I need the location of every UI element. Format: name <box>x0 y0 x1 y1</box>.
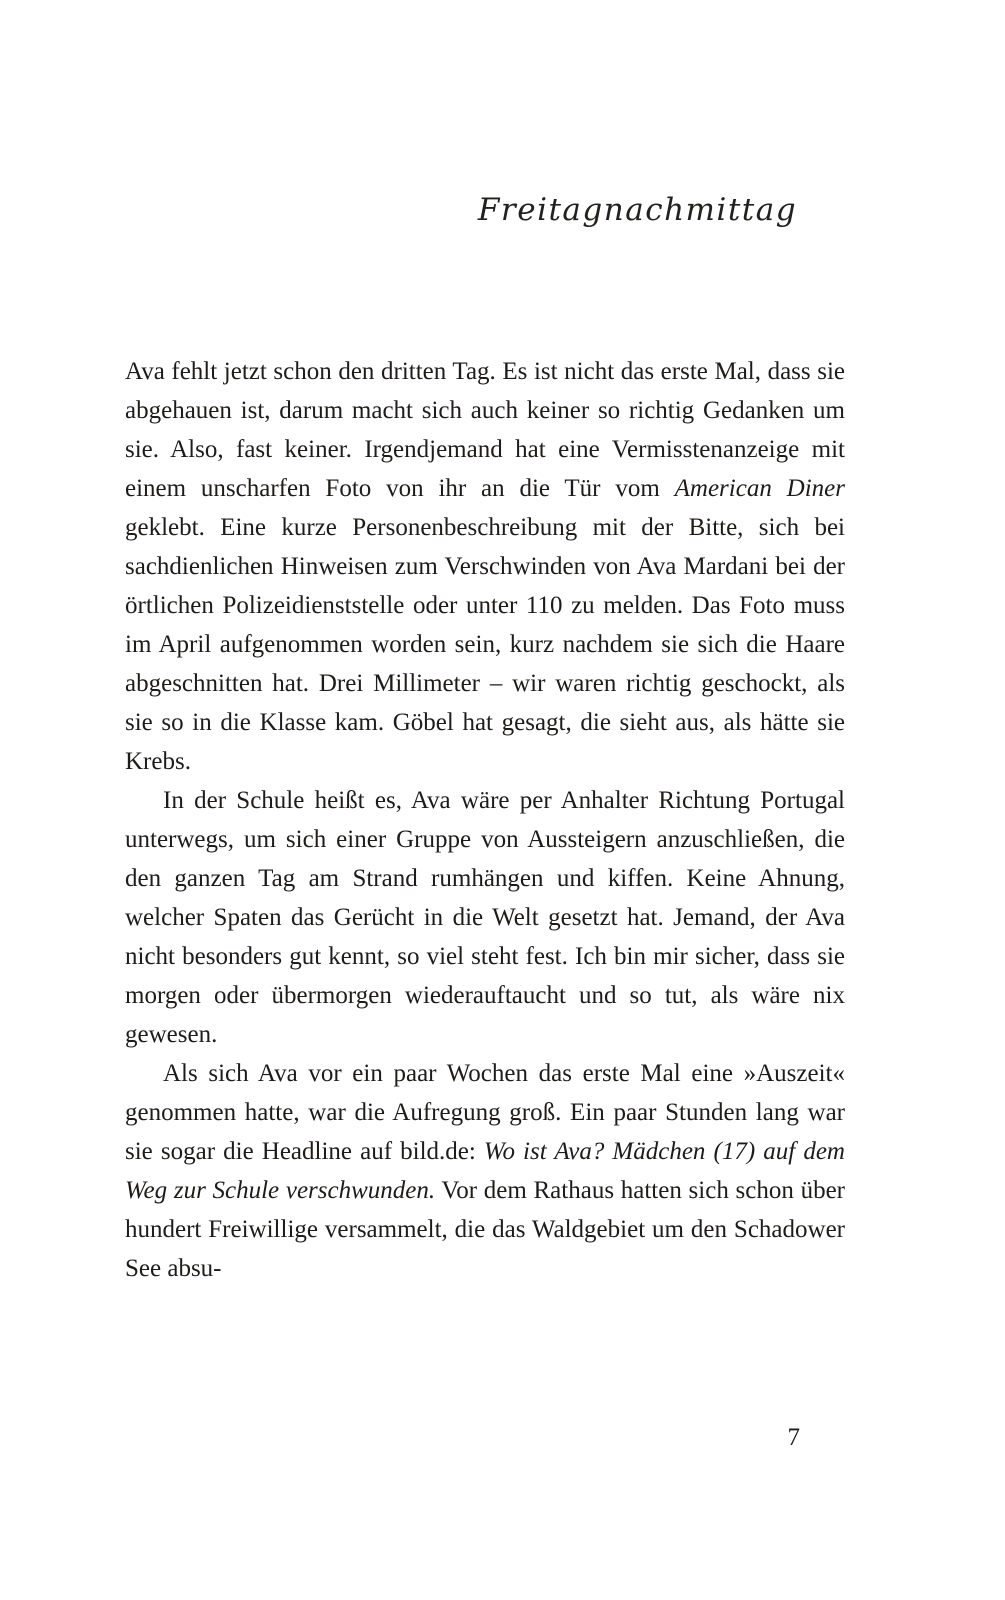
page-number: 7 <box>787 1424 800 1451</box>
paragraph <box>125 781 845 1054</box>
text-segment: geklebt. Eine kurze Personenbeschreibung mit der Bitte, sich bei sachdienlichen Hinweisen zum Verschwinden von Ava Mardani bei der örtlichen Polizeidienststelle oder unter 110 zu melden. Das Foto muss im April aufgenommen worden sein, kurz nachdem sie sich die Haare abgeschnitten hat. Drei Millimeter – wir waren richtig geschockt, als sie so in die Klasse kam. Göbel hat gesagt, die sieht aus, als hätte sie Krebs. <box>125 514 845 775</box>
paragraph <box>125 352 845 781</box>
text-segment: Vor dem Rathaus hatten sich schon über hundert Freiwillige versammelt, die das Waldgebiet um den Schadower See absu- <box>125 1177 845 1282</box>
body-text <box>125 352 845 1288</box>
text-segment: Als sich Ava vor ein paar Wochen das erste Mal eine »Auszeit« genommen hatte, war die Aufregung groß. Ein paar Stunden lang war sie sogar die Headline auf bild.de: <box>125 1060 845 1165</box>
paragraph <box>125 1054 845 1288</box>
italic-text-segment: Wo ist Ava? Mädchen (17) auf dem Weg zur Schule verschwunden. <box>125 1138 845 1204</box>
chapter-title: Freitagnachmittag <box>477 192 798 228</box>
italic-text-segment: American Diner <box>674 475 845 502</box>
text-segment: In der Schule heißt es, Ava wäre per Anhalter Richtung Portugal unterwegs, um sich einer Gruppe von Aussteigern anzuschließen, die den ganzen Tag am Strand rumhängen und kiffen. Keine Ahnung, welcher Spaten das Gerücht in die Welt gesetzt hat. Jemand, der Ava nicht besonders gut kennt, so viel steht fest. Ich bin mir sicher, dass sie morgen oder übermorgen wiederauftaucht und so tut, als wäre nix gewesen. <box>125 787 845 1048</box>
text-segment: Ava fehlt jetzt schon den dritten Tag. Es ist nicht das erste Mal, dass sie abgehauen ist, darum macht sich auch keiner so richtig Gedanken um sie. Also, fast keiner. Irgendjemand hat eine Vermisstenanzeige mit einem unscharfen Foto von ihr an die Tür vom <box>125 358 845 502</box>
